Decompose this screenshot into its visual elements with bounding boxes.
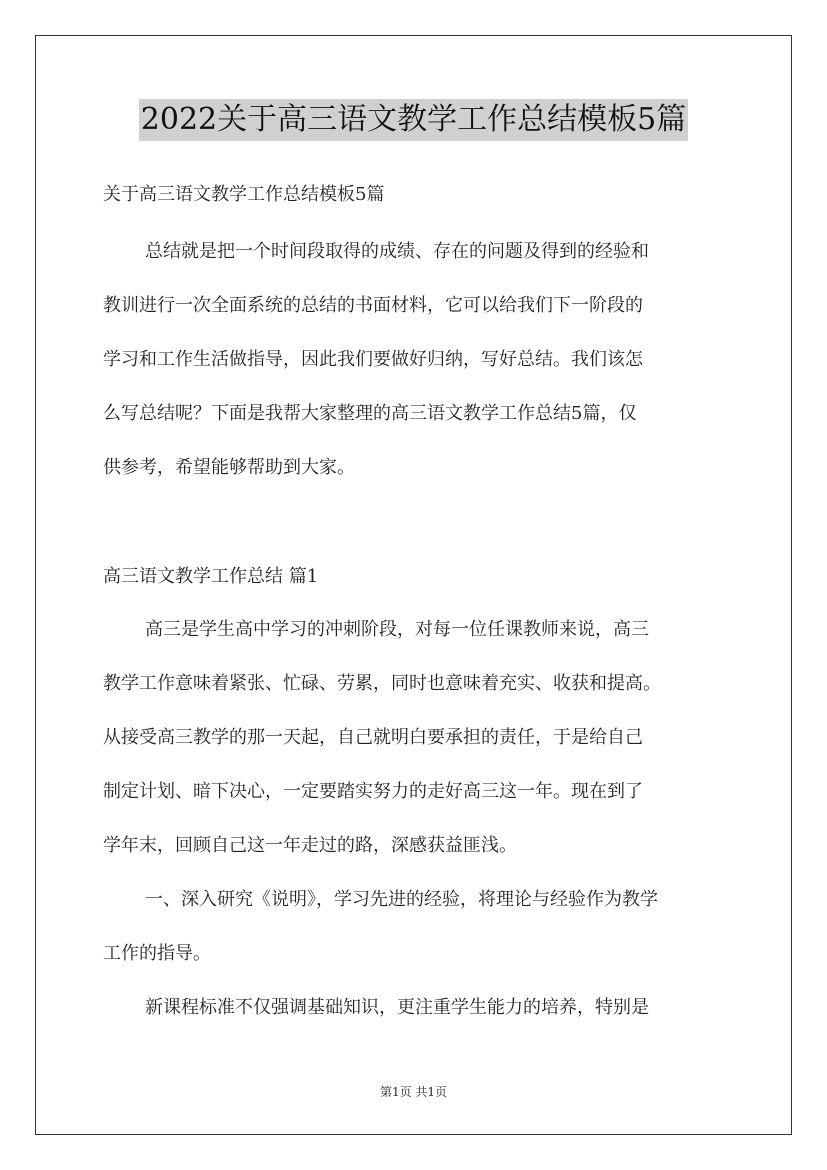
- section-line: 学年末，回顾自己这一年走过的路，深感获益匪浅。: [103, 835, 517, 856]
- intro-line: 么写总结呢？下面是我帮大家整理的高三语文教学工作总结5篇，仅: [103, 403, 637, 424]
- title-container: [0, 99, 827, 141]
- page-footer: 第1页 共1页: [379, 1085, 448, 1099]
- section-line: 从接受高三教学的那一天起，自己就明白要承担的责任，于是给自己: [103, 727, 643, 748]
- intro-line: 学习和工作生活做指导，因此我们要做好归纳，写好总结。我们该怎: [103, 349, 643, 370]
- intro-line: 教训进行一次全面系统的总结的书面材料，它可以给我们下一阶段的: [103, 295, 643, 316]
- paragraph-line: 新课程标准不仅强调基础知识，更注重学生能力的培养，特别是: [145, 997, 649, 1018]
- point-line: 一、深入研究《说明》，学习先进的经验，将理论与经验作为教学: [145, 889, 658, 910]
- document-subtitle: 关于高三语文教学工作总结模板5篇: [103, 184, 385, 205]
- intro-line: 供参考，希望能够帮助到大家。: [103, 457, 355, 478]
- document-title: 2022关于高三语文教学工作总结模板5篇: [139, 99, 688, 141]
- section-line: 制定计划、暗下决心，一定要踏实努力的走好高三这一年。现在到了: [103, 781, 643, 802]
- point-line: 工作的指导。: [103, 943, 211, 964]
- section-line: 教学工作意味着紧张、忙碌、劳累，同时也意味着充实、收获和提高。: [103, 673, 661, 694]
- section-heading: 高三语文教学工作总结 篇1: [103, 566, 319, 587]
- section-line: 高三是学生高中学习的冲刺阶段，对每一位任课教师来说，高三: [145, 619, 649, 640]
- intro-line: 总结就是把一个时间段取得的成绩、存在的问题及得到的经验和: [145, 241, 649, 262]
